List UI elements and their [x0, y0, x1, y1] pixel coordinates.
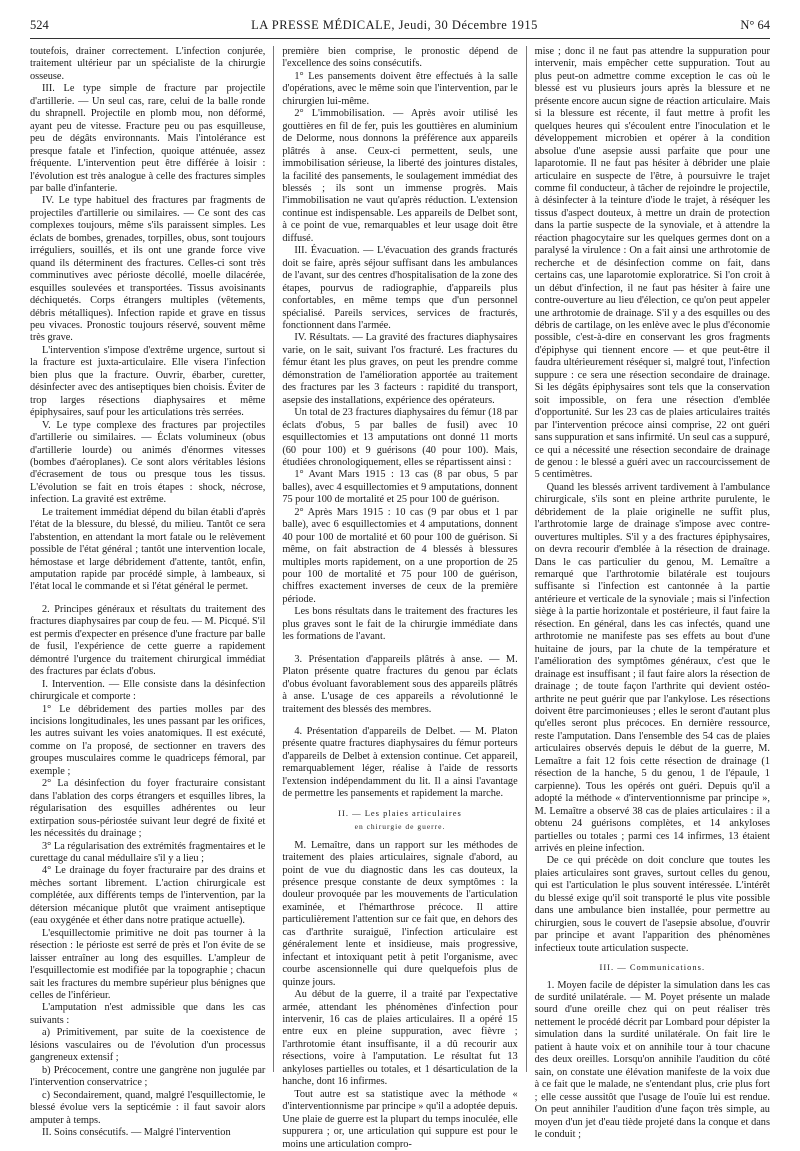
- paragraph: b) Précocement, contre une gangrène non jugulée par l'intervention conservatrice ;: [30, 1064, 266, 1089]
- paragraph: L'esquillectomie primitive ne doit pas tourner à la résection : le périoste est serré de près et l'on évite de se laisser entraîner au long des esquilles. L'ampleur de l'esquillectomie est modifiée par la topographie ; chacun sait les fractures du membre supérieur plus bénignes que celles de l'inférieur.: [30, 927, 266, 1001]
- column-3: [534, 46, 770, 1140]
- paragraph: III. Évacuation. — L'évacuation des grands fracturés doit se faire, après séjour suffisant dans les ambulances de l'avant, sur des centres d'hospitalisation de la zone des étapes, pourvus de radiographie, d'appareils plus confortables, en même temps que d'un personnel spécialisé. Pareils services, services de fracturés, fonctionnent dans l'armée.: [282, 245, 518, 331]
- paragraph: première bien comprise, le pronostic dépend de l'excellence des soins consécutifs.: [282, 46, 518, 70]
- paragraph: 2° L'immobilisation. — Après avoir utilisé les gouttières en fil de fer, puis les gouttières en aluminium de Delorme, nous donnons la préférence aux appareils plâtrés à anse. Ceux-ci permettent, seuls, une immobilisation sérieuse, la liberté des jointures distales, la facilité des pansements, le soulagement immédiat des blessés ; ils sont un immense progrès. Mais l'immobilisation ne vaut qu'après réduction. L'extension continue est indispensable. Les appareils de Delbet sont, à ce point de vue, remarquables et leur usage doit être diffusé.: [282, 108, 518, 244]
- paragraph: 1° Le débridement des parties molles par des incisions longitudinales, les unes passant par les orifices, les autres suivant les voies anatomiques. Il est exécuté, comme on l'a proposé, de sectionner en travers des groupes musculaires comme le quadriceps fémoral, par exemple ;: [30, 703, 266, 777]
- paragraph: a) Primitivement, par suite de la coexistence de lésions vasculaires ou de l'évolution d'un processus gangreneux extensif ;: [30, 1027, 266, 1064]
- section-subheading: en chirurgie de guerre.: [354, 822, 446, 832]
- column-divider: [273, 46, 274, 1072]
- paragraph: III. Le type simple de fracture par projectile d'artillerie. — Un seul cas, rare, celui de la balle ronde du shrapnell. Projectile en plomb mou, non déformé, ayant peu de vitesse. Fracture peu ou pas esquilleuse, peu de dégâts environnants. Mais l'intolérance est presque fatale et l'infection, quoique atténuée, assez fréquente. L'intervention peut être différée à loisir : l'évolution est très analogue à celle des fractures simples par balle d'infanterie.: [30, 83, 266, 194]
- section-heading: III. — Communications.: [599, 962, 706, 973]
- paragraph: De ce qui précède on doit conclure que toutes les plaies articulaires sont graves, surtout celles du genou, qui est l'articulation le plus souvent intéressée. L'intérêt du blessé exige qu'il soit transporté le plus vite possible dans une ambulance bien installée, pour permettre au chirurgien, sous le couvert de l'asepsie absolue, d'ouvrir par principe et avant l'apparition des phénomènes infectieux toute articulation suspecte.: [534, 855, 770, 954]
- issue-number: N° 64: [740, 18, 770, 32]
- paragraph: mise ; donc il ne faut pas attendre la suppuration pour intervenir, mais empêcher cette suppuration. Tout au plus peut-on admettre comme exception le cas où le blessé est vu plusieurs jours après la blessure et ne présente encore aucun signe de réaction articulaire. Mais si la blessure est récente, il faut mettre à profit les quelques heures qui s'écoulent entre l'inoculation et le développement microbien et opérer à la condition absolue d'une asepsie aussi parfaite que pour une laparotomie. Il ne faut pas hésiter à débrider une plaie articulaire en suspecte de l'être, à poursuivre le trajet comme fil conducteur, à tâcher de rejoindre le projectile, à désinfecter à la teinture d'iode le trajet, à réséquer les tissus d'aspect douteux, à mettre un drain de protection dans la partie suspecte de la synoviale, et à attendre la réaction phagocytaire sur les quelques germes dont on a paralysé la virulence : On a fait ainsi une arthrotomie de recherche et de désinfection comme on fait, dans certains cas, une laparotomie exploratrice. Si l'on croit à un début d'infection, il ne faut pas hésiter à faire une contre-ouverture au lieu d'élection, ce qu'on peut appeler une arthrotomie de drainage. S'il y a des esquilles ou des débris de cartilage, on les enlève avec le plus d'économie possible, c'est-à-dire en conservant les gros fragments d'épiphyse qui tiennent encore — et que peut-être il faudra ultérieurement réséquer si, malgré tout, l'infection suppure : ce sera une résection secondaire de drainage. Si les dégâts épiphysaires sont tels que la conservation soit impossible, on fera une résection d'emblée d'opportunité. Sur les 23 cas de plaies articulaires traités par l'intervention précoce ainsi comprise, 22 ont guéri sans suppuration et sans infirmité. Un seul cas a suppuré, ce qui a nécessité une résection secondaire de drainage de genou : le blessé a guéri avec un raccourcissement de 5 centimètres.: [534, 46, 770, 481]
- paragraph-spacer: [282, 716, 517, 726]
- paragraph: 4. Présentation d'appareils de Delbet. — M. Platon présente quatre fractures diaphysaires du fémur porteurs d'appareils de Delbet à extension continue. Cet appareil, remarquablement léger, réalise à l'aide de ressorts l'extension indépendamment du lit. Il a ainsi l'avantage de permettre les pansements et rapidement la marche.: [282, 726, 518, 800]
- paragraph: Le traitement immédiat dépend du bilan établi d'après l'état de la blessure, du blessé, du milieu. Tantôt ce sera l'abstention, en attendant la mort fatale ou le relèvement possible de l'état général ; tantôt une intervention locale, hémostase et large débridement d'attente, tantôt, enfin, amputation rapide par procédé simple, à lambeaux, si l'état local le commande et si l'état général le permet.: [30, 506, 266, 593]
- paragraph: I. Intervention. — Elle consiste dans la désinfection chirurgicale et comporte :: [30, 678, 266, 703]
- paragraph: II. Soins consécutifs. — Malgré l'intervention: [42, 1126, 231, 1138]
- paragraph: M. Lemaître, dans un rapport sur les méthodes de traitement des plaies articulaires, signale d'abord, au point de vue du diagnostic dans les cas douteux, la présence presque constante de deux symptômes : la douleur provoquée par les mouvements de l'articulation examinée, et l'hémarthrose précoce. Il attire particulièrement l'attention sur ce fait que, en dehors des cas d'arthrite suraiguë, l'infection articulaire est généralement lente et insidieuse, mais progressive, infectant et intoxiquant petit à petit l'organisme, avec courbe ascensionnelle qui dure quelquefois plus de quinze jours.: [282, 839, 518, 988]
- paragraph: IV. Le type habituel des fractures par fragments de projectiles d'artillerie ou similaires. — Ce sont des cas complexes toujours, même s'ils paraissent simples. Les éclats de bombes, grenades, torpilles, obus, sont toujours irréguliers, souillés, et ils ont une grande force vive quand ils déterminent des fractures. Celles-ci sont très comminutives avec périoste décollé, moelle dilacérée, esquilles soulevées et transportées. Tissus avoisinants déchiquetés. Corps étrangers multiples (vêtements, débris métalliques). Infection rapide et grave en tissus peu vivaces. Pronostic toujours réservé, souvent même très grave.: [30, 195, 266, 344]
- header-rule: [30, 38, 770, 39]
- paragraph: L'intervention s'impose d'extrême urgence, surtout si la fracture est juxta-articulaire. Elle visera l'infection bien plus que la fracture. Ouvrir, ébarber, curetter, désinfecter avec des antiseptiques bien choisis. Éviter de trop larges résections diaphysaires et même épiphysaires, sauf pour les articulations très serrées.: [30, 344, 266, 419]
- column-divider: [526, 46, 527, 1072]
- paragraph: L'amputation n'est admissible que dans les cas suivants :: [30, 1002, 266, 1026]
- column-1: [30, 46, 266, 1138]
- paragraph: 2° Après Mars 1915 : 10 cas (9 par obus et 1 par balle), avec 6 esquillectomies et 4 amputations, donnent 40 pour 100 de mortalité et 60 pour 100 de guérison. Si même, on fait abstraction de 4 blessés à blessures multiples morts rapidement, on a une proportion de 25 pour 100 de mortalité et 75 pour 100 de guérison, chiffres exactement inverses de ceux de la première période.: [282, 506, 518, 605]
- paragraph: 4° Le drainage du foyer fracturaire par des drains et mèches sortant librement. L'action chirurgicale est complétée, aux différents temps de l'intervention, par la détersion mécanique plutôt que vraiment antiseptique (eau oxygénée et éther dans notre pratique actuelle).: [30, 865, 266, 927]
- page-header: [30, 18, 770, 34]
- column-2: [282, 46, 518, 1150]
- paragraph: Les bons résultats dans le traitement des fractures les plus graves sont le fait de la chirurgie immédiate dans les formations de l'avant.: [282, 606, 518, 643]
- paragraph: toutefois, drainer correctement. L'infection conjurée, traitement ultérieur par un spécialiste de la chirurgie osseuse.: [30, 46, 266, 82]
- paragraph-spacer: [282, 644, 517, 654]
- paragraph: 2. Principes généraux et résultats du traitement des fractures diaphysaires par coup de feu. — M. Picqué. S'il est permis d'expecter en présence d'une fracture par balle de fusil, l'expérience de cette guerre a rapidement démontré l'urgence du traitement chirurgical immédiat des fractures par éclats d'obus.: [30, 603, 266, 678]
- article-body: [30, 46, 770, 1150]
- paragraph: 3. Présentation d'appareils plâtrés à anse. — M. Platon présente quatre fractures du genou par éclats d'obus évoluant favorablement sous des appareils plâtrés à anse. L'usage de ces appareils a révolutionné le traitement des blessés des membres.: [282, 653, 518, 715]
- paragraph: 1° Avant Mars 1915 : 13 cas (8 par obus, 5 par balles), avec 4 esquillectomies et 9 amputations, donnent 75 pour 100 de mortalité et 25 pour 100 de guérison.: [282, 469, 518, 506]
- paragraph: 1. Moyen facile de dépister la simulation dans les cas de surdité unilatérale. — M. Poyet présente un malade sourd d'une oreille chez qui on peut réaliser très nettement le procédé décrit par Lombard pour dépister la simulation dans la surdité unilatérale. On fait lire le patient à haute voix et on annihile tour à tour chacune des deux oreilles. Lorsqu'on annihile l'audition du côté sain, on constate une élévation manifeste de la voix due à ce fait que le malade, ne s'entendant plus, crie plus fort ; elle cesse aussitôt que l'usage de l'ouïe lui est rendue. On peut annihiler l'audition d'une façon très simple, au moyen d'un jet d'eau tiède projeté dans la conque et dans le conduit ;: [534, 979, 770, 1140]
- paragraph: 1° Les pansements doivent être effectués à la salle d'opérations, avec le même soin que l'intervention, par le chirurgien lui-même.: [282, 70, 518, 107]
- paragraph: Tout autre est sa statistique avec la méthode « d'interventionnisme par principe » qu'il a adoptée depuis. Une plaie de guerre est la plupart du temps inoculée, elle suppurera ; or, une articulation qui suppure est pour le moins une articulation compro-: [282, 1088, 518, 1150]
- section-heading: II. — Les plaies articulaires: [338, 807, 462, 818]
- page-number: 524: [30, 18, 49, 32]
- paragraph: 3° La régularisation des extrémités fragmentaires et le curettage du canal médullaire s'il y a lieu ;: [30, 840, 266, 864]
- paragraph: c) Secondairement, quand, malgré l'esquillectomie, le blessé évolue vers la septicémie : il faut savoir alors amputer à temps.: [30, 1089, 266, 1126]
- paragraph: Un total de 23 fractures diaphysaires du fémur (18 par éclats d'obus, 5 par balles de fusil) avec 10 esquillectomies et 13 amputations ont donné 11 morts (60 pour 100) et 9 guérisons (40 pour 100). Mais, étudiées chronologiquement, elles se répartissent ainsi :: [282, 407, 518, 468]
- paragraph: Au début de la guerre, il a traité par l'expectative armée, attendant les phénomènes d'infection pour intervenir, 16 cas de plaies articulaires. Il a opéré 15 entre eux en pleine suppuration, avec fièvre ; l'arthrotomie étant insuffisante, il a dû recourir aux résections, voire à l'amputation. Le résultat fut 13 ankyloses partielles ou totales, et 1 désarticulation de la hanche, dont 16 infirmes.: [282, 989, 518, 1088]
- paragraph: V. Le type complexe des fractures par projectiles d'artillerie ou similaires. — Éclats volumineux (obus d'artillerie lourde) ou animés d'énormes vitesses (bombes d'aéroplanes). Ce sont alors véritables lésions d'écrasement de tous ou presque tous les tissus. L'évolution se fait en trois étapes : shock, nécrose, infection. La gravité est extrême.: [30, 419, 266, 506]
- journal-title: LA PRESSE MÉDICALE, Jeudi, 30 Décembre 1915: [251, 18, 538, 32]
- paragraph: IV. Résultats. — La gravité des fractures diaphysaires varie, on le sait, suivant l'os fracturé. Les fractures du fémur étant les plus graves, on peut les prendre comme démonstration de l'amélioration apportée au traitement des fractures par les 3 facteurs : rapidité du transport, asepsie des installations, expérience des opérateurs.: [282, 332, 518, 406]
- paragraph: Quand les blessés arrivent tardivement à l'ambulance chirurgicale, s'ils sont en pleine arthrite purulente, le débridement de la plaie originelle ne suffit plus, l'arthrotomie large de drainage s'impose avec contre-ouvertures multiples. S'il y a des fractures épiphysaires, on devra recourir d'emblée à la résection de drainage. Dans le cas particulier du genou, M. Lemaître a remarqué que l'arthrotomie bilatérale est toujours suffisante si l'infection est cantonnée à la partie antérieure et verticale de la synoviale ; mais si l'infection siège à la partie horizontale et postérieure, il faut faire la résection. En général, dans les cas infectés, quand une arthrotomie ne manifeste pas ses effets au bout d'une huitaine de jours, par la chute de la température et l'amélioration des symptômes généraux, c'est que le drainage est insuffisant ; il faut faire alors la résection de drainage ; de toute façon l'arthrite qui devient ostéo-arthrite ne peut guérir que par l'ankylose. Les résections doivent être parcimonieuses ; elles le seront d'autant plus qu'elles seront plus précoces. En dernière ressource, reste l'amputation. Dans l'ensemble des 54 cas de plaies articulaires observés depuis le début de la guerre, M. Lemaître a fait 12 fois cette résection de drainage (1 résection de la hanche, 5 du genou, 1 de l'épaule, 1 carpienne). Tous les opérés ont guéri. Depuis qu'il a adopté la méthode « d'interventionnisme par principe », M. Lemaître a observé 38 cas de plaies articulaires : il a obtenu 24 guérisons complètes, et 14 ankyloses partielles ou totales ; parmi ces 14 infirmes, 13 étaient arrivés en pleine infection.: [534, 481, 770, 854]
- paragraph-spacer: [30, 594, 265, 604]
- paragraph: 2° La désinfection du foyer fracturaire consistant dans l'ablation des corps étrangers et esquilles libres, la régularisation des esquilles adhérentes ou leur extirpation sous-périostée suivant leur degré de fixité et les nécessités du drainage ;: [30, 778, 266, 840]
